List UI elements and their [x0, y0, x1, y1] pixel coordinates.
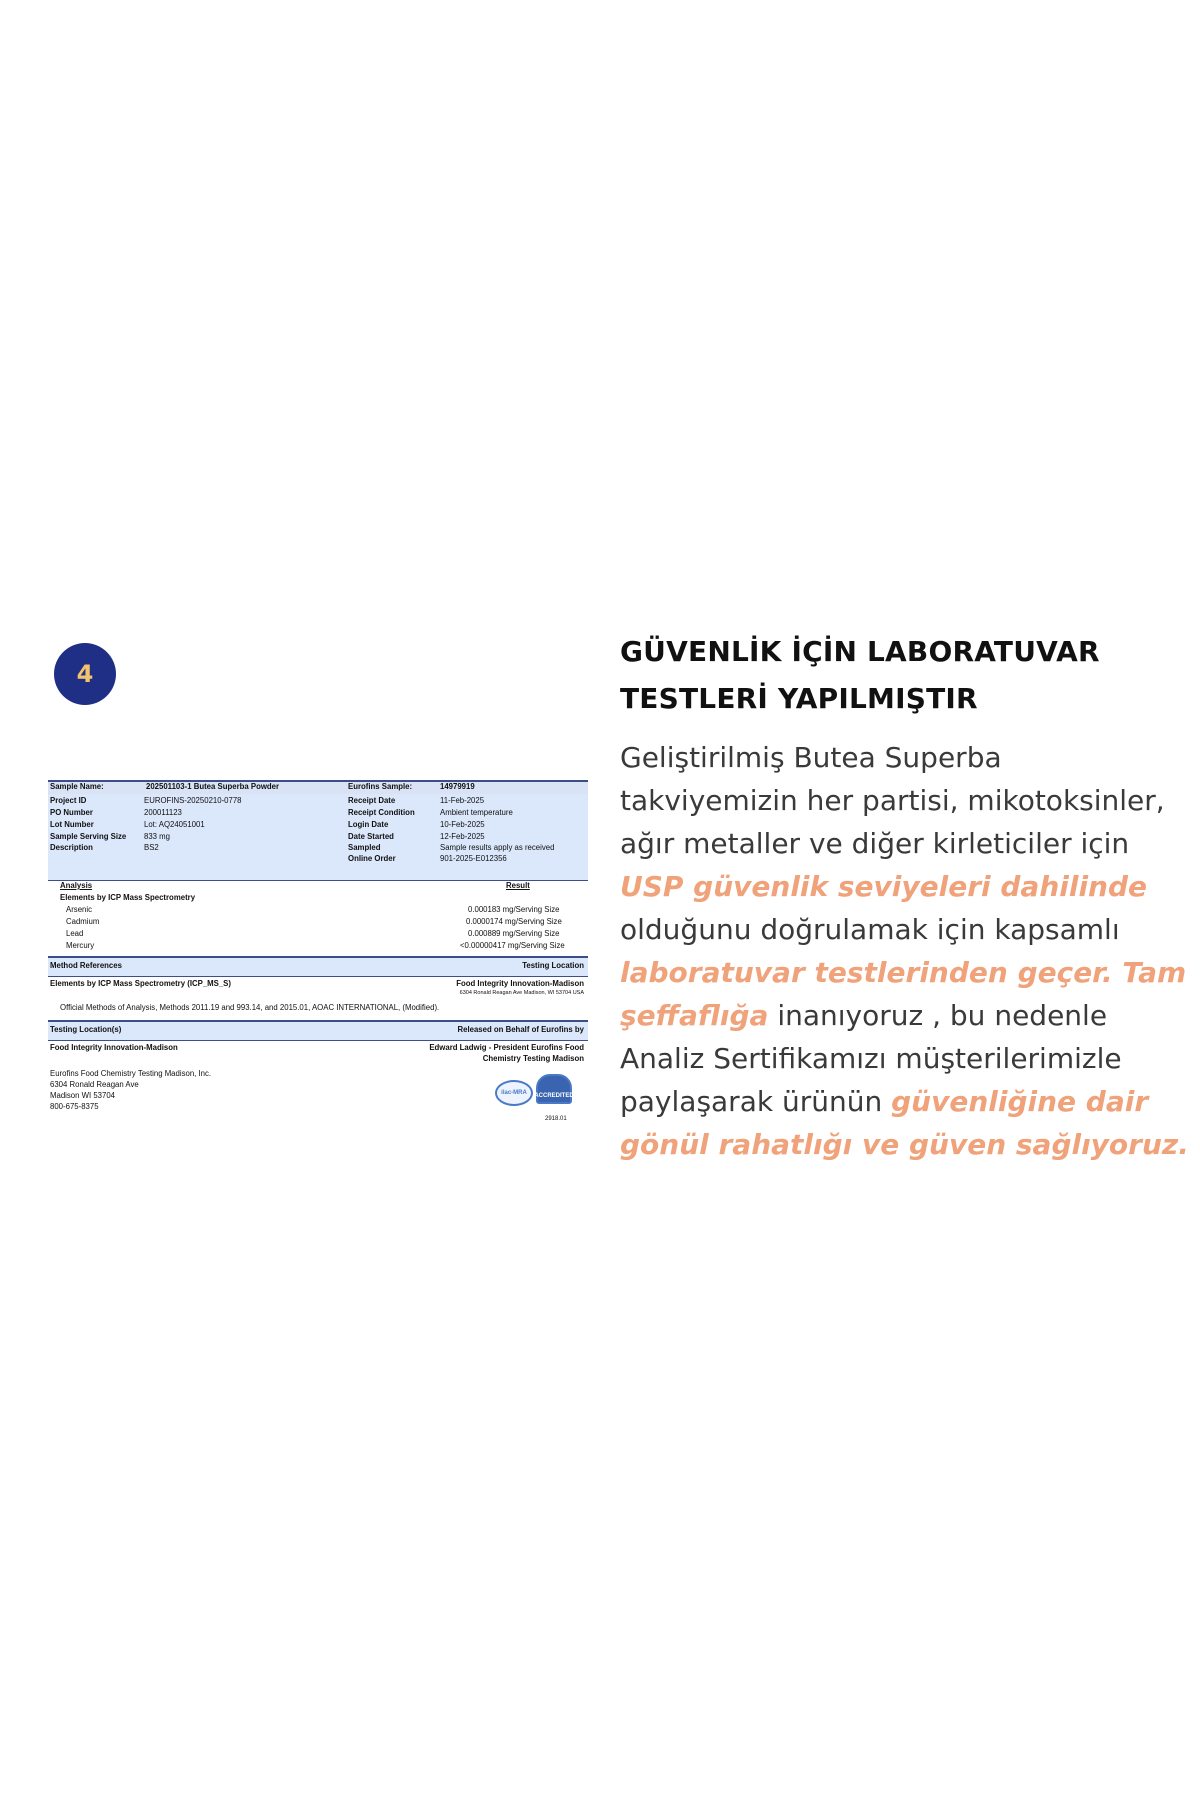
field-label: Login Date	[348, 820, 389, 829]
field-label: Description	[50, 843, 93, 852]
field-label: PO Number	[50, 808, 93, 817]
body-line: ağır metaller ve diğer kirleticiler için	[620, 827, 1130, 860]
field-value: Ambient temperature	[440, 808, 513, 817]
address-line: 6304 Ronald Reagan Ave	[50, 1080, 139, 1089]
body-text: paylaşarak ürünün	[620, 1085, 892, 1118]
field-label: Receipt Date	[348, 796, 396, 805]
section-heading	[620, 628, 1140, 722]
field-label: Sampled	[348, 843, 381, 852]
result-label: Result	[506, 881, 530, 890]
testing-locations-label: Testing Location(s)	[50, 1025, 122, 1034]
footer-code: 2918.01	[545, 1116, 567, 1122]
field-label: Lot Number	[50, 820, 94, 829]
field-value: 833 mg	[144, 832, 171, 841]
body-highlight: USP güvenlik seviyeleri dahilinde	[620, 870, 1148, 903]
method-name: Elements by ICP Mass Spectrometry (ICP_MS_S)	[50, 979, 231, 988]
released-by-label: Released on Behalf of Eurofins by	[457, 1025, 584, 1034]
result-value: 0.000183 mg/Serving Size	[468, 905, 560, 914]
body-line: Analiz Sertifikamızı müşterilerimizle	[620, 1042, 1122, 1075]
result-value: 0.000889 mg/Serving Size	[468, 929, 560, 938]
field-value: 11-Feb-2025	[440, 796, 485, 805]
lab-address: 6304 Ronald Reagan Ave Madison, WI 53704 USA	[459, 990, 584, 996]
field-value: Lot: AQ24051001	[144, 820, 205, 829]
certificate-header-row	[48, 780, 588, 795]
field-value: 901-2025-E012356	[440, 854, 507, 863]
eurofins-sample-label: Eurofins Sample:	[348, 782, 413, 791]
method-group-label: Elements by ICP Mass Spectrometry	[60, 893, 196, 902]
method-references-label: Method References	[50, 961, 122, 970]
testing-location-label: Testing Location	[522, 961, 584, 970]
body-line	[620, 994, 1180, 1037]
field-value: 10-Feb-2025	[440, 820, 485, 829]
result-element: Mercury	[66, 941, 95, 950]
field-label: Date Started	[348, 832, 394, 841]
eurofins-sample-value: 14979919	[440, 782, 475, 791]
sample-name-label: Sample Name:	[50, 782, 104, 791]
signer-line-2: Chemistry Testing Madison	[482, 1054, 584, 1063]
body-highlight: güvenliğine dair	[891, 1085, 1149, 1118]
official-methods-note: Official Methods of Analysis, Methods 2011.19 and 993.14, and 2015.01, AOAC INTERNATIONAL, (Modified).	[60, 1003, 440, 1012]
body-highlight: laboratuvar testlerinden geçer. Tam	[620, 956, 1187, 989]
result-value: 0.0000174 mg/Serving Size	[466, 917, 562, 926]
body-line: Geliştirilmiş Butea Superba	[620, 741, 1002, 774]
accredited-seal: ACCREDITED	[536, 1074, 572, 1104]
field-label: Sample Serving Size	[50, 832, 127, 841]
result-element: Arsenic	[66, 905, 92, 914]
result-element: Cadmium	[66, 917, 100, 926]
ilac-mra-seal: ilac-MRA	[495, 1080, 533, 1106]
testing-locations-band	[48, 1020, 588, 1041]
field-label: Online Order	[348, 854, 396, 863]
body-text: inanıyoruz , bu nedenle	[768, 999, 1108, 1032]
method-references-band	[48, 956, 588, 977]
result-value: <0.00000417 mg/Serving Size	[460, 941, 565, 950]
body-highlight: şeffaflığa	[620, 999, 769, 1032]
address-line: 800-675-8375	[50, 1102, 99, 1111]
sample-name-value: 202501103-1 Butea Superba Powder	[146, 782, 280, 791]
body-highlight: gönül rahatlığı ve güven sağlıyoruz.	[620, 1128, 1189, 1161]
address-line: Madison WI 53704	[50, 1091, 116, 1100]
body-line: olduğunu doğrulamak için kapsamlı	[620, 913, 1120, 946]
signer-line-1: Edward Ladwig - President Eurofins Food	[429, 1043, 584, 1052]
step-number-badge: 4	[54, 643, 116, 705]
heading-line-1: GÜVENLİK İÇİN LABORATUVAR	[620, 635, 1100, 668]
field-label: Project ID	[50, 796, 87, 805]
analysis-label: Analysis	[60, 881, 93, 890]
result-element: Lead	[66, 929, 84, 938]
field-label: Receipt Condition	[348, 808, 415, 817]
body-line	[620, 1080, 1180, 1123]
field-value: 200011123	[144, 808, 182, 817]
field-value: 12-Feb-2025	[440, 832, 485, 841]
lab-name: Food Integrity Innovation-Madison	[456, 979, 584, 988]
section-body	[620, 736, 1189, 1166]
certificate-of-analysis	[48, 780, 588, 1132]
sample-info-box	[48, 794, 588, 881]
field-value: EUROFINS-20250210-0778	[144, 796, 242, 805]
field-value: Sample results apply as received	[440, 843, 555, 852]
field-value: BS2	[144, 843, 159, 852]
testing-location-name: Food Integrity Innovation-Madison	[50, 1043, 178, 1052]
body-line: takviyemizin her partisi, mikotoksinler,	[620, 784, 1165, 817]
address-line: Eurofins Food Chemistry Testing Madison, Inc.	[50, 1069, 212, 1078]
heading-line-2: TESTLERİ YAPILMIŞTIR	[620, 682, 978, 715]
